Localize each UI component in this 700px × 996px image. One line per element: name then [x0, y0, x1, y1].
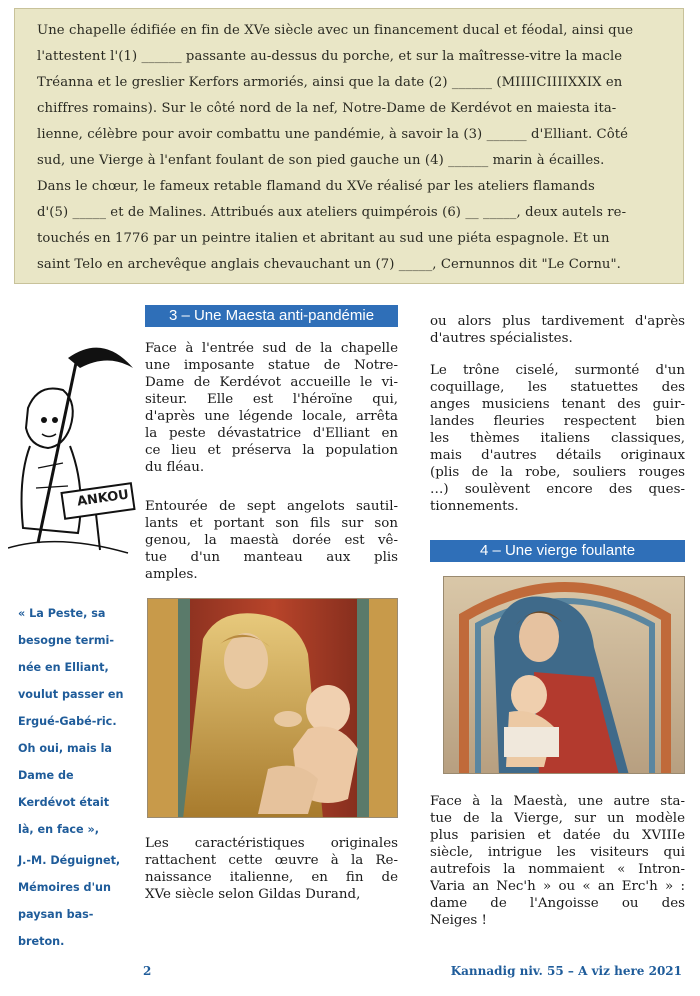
text-line: (plis de la robe, souliers rouges — [430, 465, 685, 480]
text-line: landes fleuries respectent bien — [430, 414, 685, 429]
text-line: coquillage, les statuettes des — [430, 380, 685, 395]
quiz-line: Tréanna et le greslier Kerfors armoriés, ainsi que la date (2) ______ (MIIIICIIIIXXIX en — [37, 75, 623, 90]
text-line: naissance italienne, en fin de — [145, 870, 398, 885]
text-line: Le trône ciselé, surmonté d'un — [430, 363, 685, 378]
text-line: …) soulèvent encore des ques- — [430, 482, 685, 497]
text-line: lants et portant son fils sur son — [145, 516, 398, 531]
text-line: Dame de Kerdévot accueille le vi- — [145, 375, 398, 390]
quote-author — [18, 847, 143, 955]
quote-line: Kerdévot était — [18, 796, 110, 809]
quiz-box — [14, 8, 684, 284]
text-line: ou alors plus tardivement d'après — [430, 314, 685, 329]
section-3-title: 3 – Une Maesta anti-pandémie — [145, 305, 398, 327]
text-line: tue de la Vierge, sur un modèle — [430, 811, 685, 826]
text-line: tionnements. — [430, 499, 519, 514]
text-line: dame de l'Angoisse ou des — [430, 896, 685, 911]
quiz-line: lienne, célèbre pour avoir combattu une pandémie, à savoir la (3) ______ d'Elliant. Côté — [37, 127, 629, 142]
text-line: anges musiciens tenant des guir- — [430, 397, 685, 412]
quiz-line: sud, une Vierge à l'enfant foulant de son pied gauche un (4) ______ marin à écailles. — [37, 153, 605, 168]
quote-author-line: Mémoires d'un — [18, 881, 111, 894]
text-line: autrefois la nommaient « Intron- — [430, 862, 685, 877]
text-line: Face à la Maestà, une autre sta- — [430, 794, 685, 809]
quote-line: besogne termi- — [18, 634, 114, 647]
quiz-line: chiffres romains). Sur le côté nord de la nef, Notre-Dame de Kerdévot en maiesta ita- — [37, 101, 617, 116]
quote-author-line: paysan bas- — [18, 908, 94, 921]
quote-line: voulut passer en — [18, 688, 124, 701]
vierge-statue-image — [444, 577, 685, 774]
section-4-paragraph-1 — [430, 793, 685, 929]
text-line: les thèmes italiens classiques, — [430, 431, 685, 446]
section-3-paragraph-3 — [145, 835, 398, 903]
section-4-title: 4 – Une vierge foulante — [430, 540, 685, 562]
text-line: Les caractéristiques originales — [145, 836, 398, 851]
text-line: Entourée de sept angelots sautil- — [145, 499, 398, 514]
text-line: siècle, intrigue les visiteurs qui — [430, 845, 685, 860]
ankou-illustration — [8, 328, 138, 558]
maesta-statue-image — [148, 599, 398, 818]
maesta-photo — [147, 598, 398, 818]
text-line: Neiges ! — [430, 913, 487, 928]
quote-line: là, en face », — [18, 823, 99, 836]
page-number: 2 — [143, 964, 152, 978]
right-paragraph-1 — [430, 313, 685, 347]
text-line: une imposante statue de Notre- — [145, 358, 398, 373]
quote-line: née en Elliant, — [18, 661, 109, 674]
text-line: amples. — [145, 567, 198, 582]
ankou-cartoon — [8, 328, 138, 558]
quiz-line: d'(5) _____ et de Malines. Attribués aux ateliers quimpérois (6) __ _____, deux autels re- — [37, 205, 627, 220]
text-line: mais d'autres détails originaux — [430, 448, 685, 463]
text-line: tue d'un manteau aux plis — [145, 550, 398, 565]
ankou-sign-text: ANKOU — [76, 487, 130, 510]
text-line: genou, la maestà dorée est vê- — [145, 533, 398, 548]
section-3-paragraph-2 — [145, 498, 398, 583]
quote-line: « La Peste, sa — [18, 607, 106, 620]
quiz-line: l'attestent l'(1) ______ passante au-dessus du porche, et sur la maîtresse-vitre la macle — [37, 49, 623, 64]
peste-quote — [18, 600, 143, 843]
quote-line: Ergué-Gabé-ric. — [18, 715, 117, 728]
text-line: ce lieu et préserva la population — [145, 443, 398, 458]
text-line: rattachent cette œuvre à la Re- — [145, 853, 398, 868]
text-line: Face à l'entrée sud de la chapelle — [145, 341, 398, 356]
quiz-line: saint Telo en archevêque anglais chevauchant un (7) _____, Cernunnos dit "Le Cornu". — [37, 257, 621, 272]
text-line: plus parisien et datée du XVIIIe — [430, 828, 685, 843]
quiz-line: Dans le chœur, le fameux retable flamand du XVe réalisé par les ateliers flamands — [37, 179, 595, 194]
text-line: d'après une légende locale, arrêta — [145, 409, 398, 424]
section-3-paragraph-1 — [145, 340, 398, 476]
quote-author-line: breton. — [18, 935, 65, 948]
vierge-foulante-photo — [443, 576, 685, 774]
quiz-line: touchés en 1776 par un peintre italien et abritant au sud une piéta espagnole. Et un — [37, 231, 610, 246]
quiz-line: Une chapelle édifiée en fin de XVe siècle avec un financement ducal et féodal, ainsi que — [37, 23, 634, 38]
text-line: la peste dévastatrice d'Elliant en — [145, 426, 398, 441]
publication-footer: Kannadig niv. 55 – A viz here 2021 — [450, 964, 682, 978]
quote-author-line: J.-M. Déguignet, — [18, 854, 121, 867]
quote-line: Dame de — [18, 769, 74, 782]
quote-line: Oh oui, mais la — [18, 742, 112, 755]
text-line: Varia an Nec'h » ou « an Erc'h » : — [430, 879, 685, 894]
right-paragraph-2 — [430, 362, 685, 515]
text-line: XVe siècle selon Gildas Durand, — [145, 887, 361, 902]
text-line: du fléau. — [145, 460, 205, 475]
text-line: siteur. Elle est l'héroïne qui, — [145, 392, 398, 407]
text-line: d'autres spécialistes. — [430, 331, 573, 346]
